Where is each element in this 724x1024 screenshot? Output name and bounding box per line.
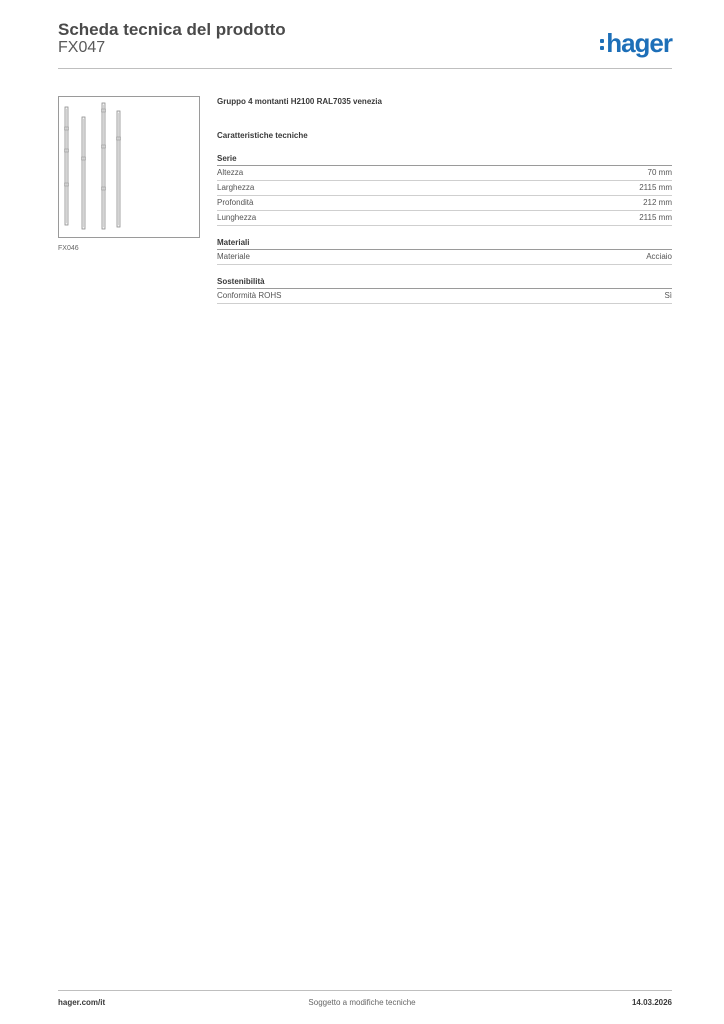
group-title: Materiali: [217, 236, 672, 250]
footer-notice: Soggetto a modifiche tecniche: [308, 998, 416, 1007]
header-divider: [58, 68, 672, 69]
spec-row: [217, 289, 672, 304]
footer-date: 14.03.2026: [631, 998, 672, 1007]
spec-row: [217, 196, 672, 211]
spec-value: 212 mm: [643, 198, 672, 207]
spec-row: [217, 181, 672, 196]
spec-row: [217, 250, 672, 265]
spec-value: Acciaio: [646, 252, 672, 261]
hager-logo: [600, 28, 672, 58]
spec-content: [217, 96, 672, 304]
footer-divider: [58, 990, 672, 991]
footer-website-link[interactable]: hager.com/it: [58, 998, 106, 1007]
spec-value: 2115 mm: [639, 213, 672, 222]
spec-row: [217, 211, 672, 226]
logo-text: hager: [606, 28, 672, 58]
spec-row: [217, 166, 672, 181]
page-title: Scheda tecnica del prodotto: [58, 20, 286, 39]
spec-label: Conformità ROHS: [217, 291, 282, 300]
group-title: Serie: [217, 152, 672, 166]
spec-group-serie: [217, 152, 672, 226]
image-caption: FX046: [58, 245, 79, 252]
product-code: FX047: [58, 39, 106, 56]
spec-group-sostenibilita: [217, 275, 672, 304]
uprights-illustration: [59, 97, 199, 237]
product-name: Gruppo 4 montanti H2100 RAL7035 venezia: [217, 97, 382, 106]
product-image: [58, 96, 200, 238]
spec-label: Larghezza: [217, 183, 255, 192]
logo-dots-icon: [600, 39, 604, 50]
spec-label: Profondità: [217, 198, 254, 207]
spec-value: Sì: [664, 291, 672, 300]
spec-group-materiali: [217, 236, 672, 265]
spec-value: 70 mm: [647, 168, 672, 177]
section-title: Caratteristiche tecniche: [217, 131, 308, 140]
spec-label: Materiale: [217, 252, 250, 261]
spec-label: Lunghezza: [217, 213, 257, 222]
spec-label: Altezza: [217, 168, 244, 177]
group-title: Sostenibilità: [217, 275, 672, 289]
spec-value: 2115 mm: [639, 183, 672, 192]
